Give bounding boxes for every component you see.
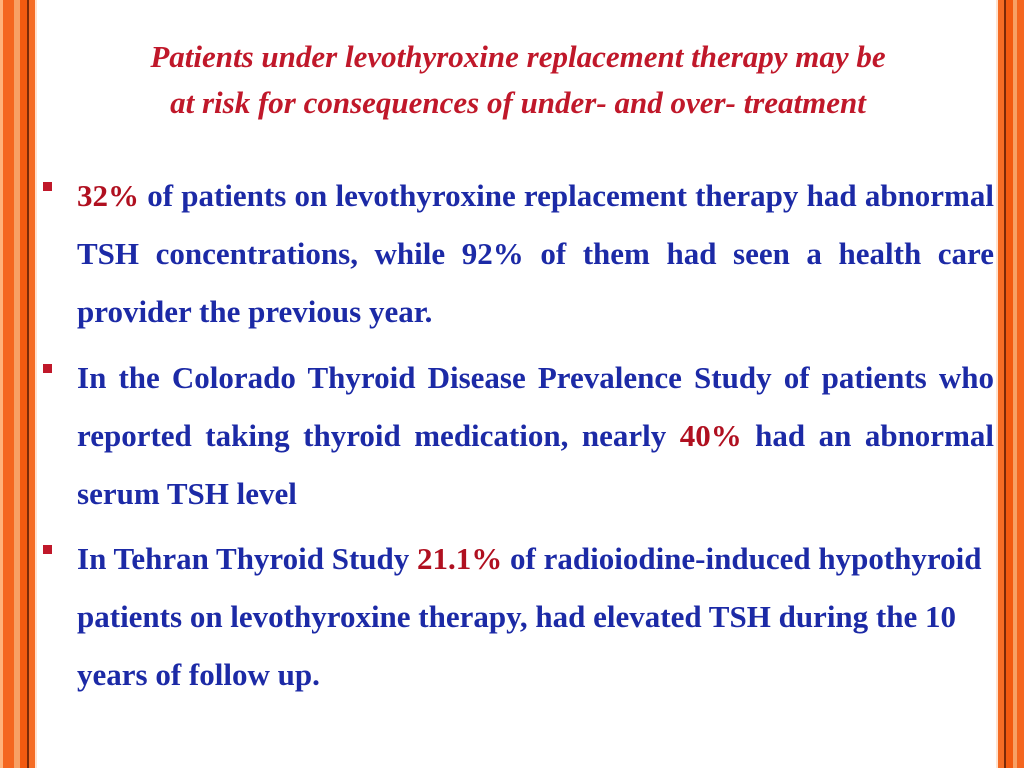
slide-title-line-2: at risk for consequences of under- and over- treatment — [170, 85, 866, 120]
bullet-text — [77, 530, 994, 704]
right-border-stripe — [1017, 0, 1024, 768]
bullet-body-after: had an abnormal serum TSH level — [77, 418, 995, 511]
bullet-body-before: In the Colorado Thyroid Disease Prevalence Study of patients who reported taking thyroid medication, nearly — [77, 360, 994, 453]
bullet-item — [40, 530, 994, 704]
bullet-body-after: of radioiodine-induced hypothyroid patients on levothyroxine therapy, had elevated TSH during the 10 years of follow up. — [77, 541, 982, 692]
bullet-text — [77, 167, 994, 341]
square-bullet-icon — [43, 545, 52, 554]
square-bullet-icon — [43, 364, 52, 373]
slide-title-line-1: Patients under levothyroxine replacement therapy may be — [150, 39, 886, 74]
bullet-body-before: In Tehran Thyroid Study — [77, 541, 418, 576]
left-border-stripe — [3, 0, 14, 768]
bullet-body: of patients on levothyroxine replacement therapy had abnormal TSH concentrations, while 92% of them had seen a health care provider the previous year. — [77, 178, 994, 329]
right-border-stripe — [1006, 0, 1013, 768]
highlight-percentage: 21.1% — [417, 541, 503, 576]
bullet-item — [40, 349, 994, 523]
left-border-stripe — [35, 0, 37, 768]
bullet-text — [77, 349, 994, 523]
slide-title — [40, 34, 996, 126]
left-border-stripe — [20, 0, 27, 768]
square-bullet-icon — [43, 182, 52, 191]
highlight-percentage: 32% — [77, 178, 139, 213]
bullet-item — [40, 167, 994, 341]
highlight-percentage: 40% — [679, 418, 742, 453]
